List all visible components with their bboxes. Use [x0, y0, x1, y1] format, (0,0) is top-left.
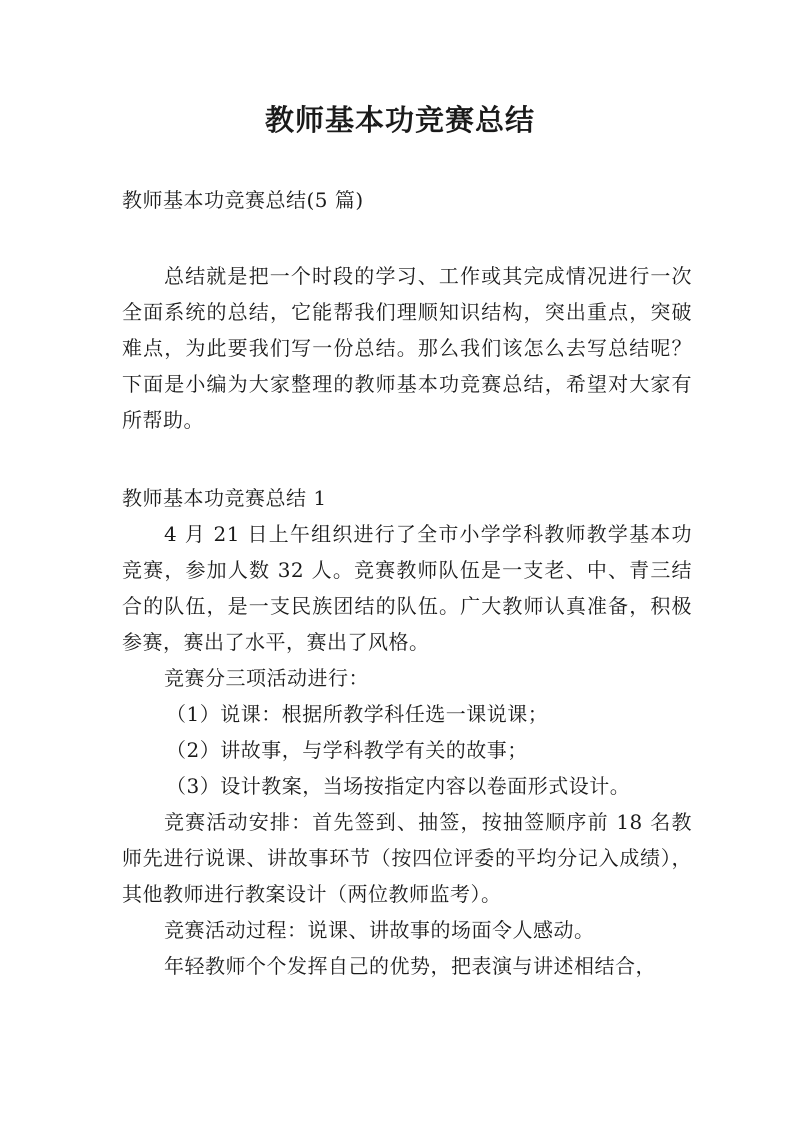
section-paragraph: 竞赛分三项活动进行： — [164, 666, 369, 690]
section-paragraph: 4 月 21 日上午组织进行了全市小学学科教师教学基本功竞赛，参加人数 32 人。竞赛教师队伍是一支老、中、青三结合的队伍，是一支民族团结的队伍。广大教师认真准备，积极参赛，赛出了水平，赛出了风格。 — [122, 522, 692, 654]
section-heading: 教师基本功竞赛总结 1 — [122, 486, 327, 510]
list-item: （3）设计教案，当场按指定内容以卷面形式设计。 — [166, 774, 631, 798]
document-title: 教师基本功竞赛总结 — [264, 103, 535, 137]
document-subtitle: 教师基本功竞赛总结(5 篇) — [122, 188, 364, 212]
section-paragraph: 竞赛活动安排：首先签到、抽签，按抽签顺序前 18 名教师先进行说课、讲故事环节（按四位评委的平均分记入成绩），其他教师进行教案设计（两位教师监考）。 — [122, 810, 692, 906]
list-item: （1）说课：根据所教学科任选一课说课； — [166, 702, 549, 726]
intro-paragraph: 总结就是把一个时段的学习、工作或其完成情况进行一次全面系统的总结，它能帮我们理顺知识结构，突出重点，突破难点，为此要我们写一份总结。那么我们该怎么去写总结呢？下面是小编为大家整理的教师基本功竞赛总结，希望对大家有所帮助。 — [122, 264, 692, 432]
section-paragraph: 年轻教师个个发挥自己的优势，把表演与讲述相结合， — [164, 954, 656, 978]
section-paragraph: 竞赛活动过程：说课、讲故事的场面令人感动。 — [164, 918, 595, 942]
document-body — [122, 182, 692, 984]
list-item: （2）讲故事，与学科教学有关的故事； — [166, 738, 528, 762]
